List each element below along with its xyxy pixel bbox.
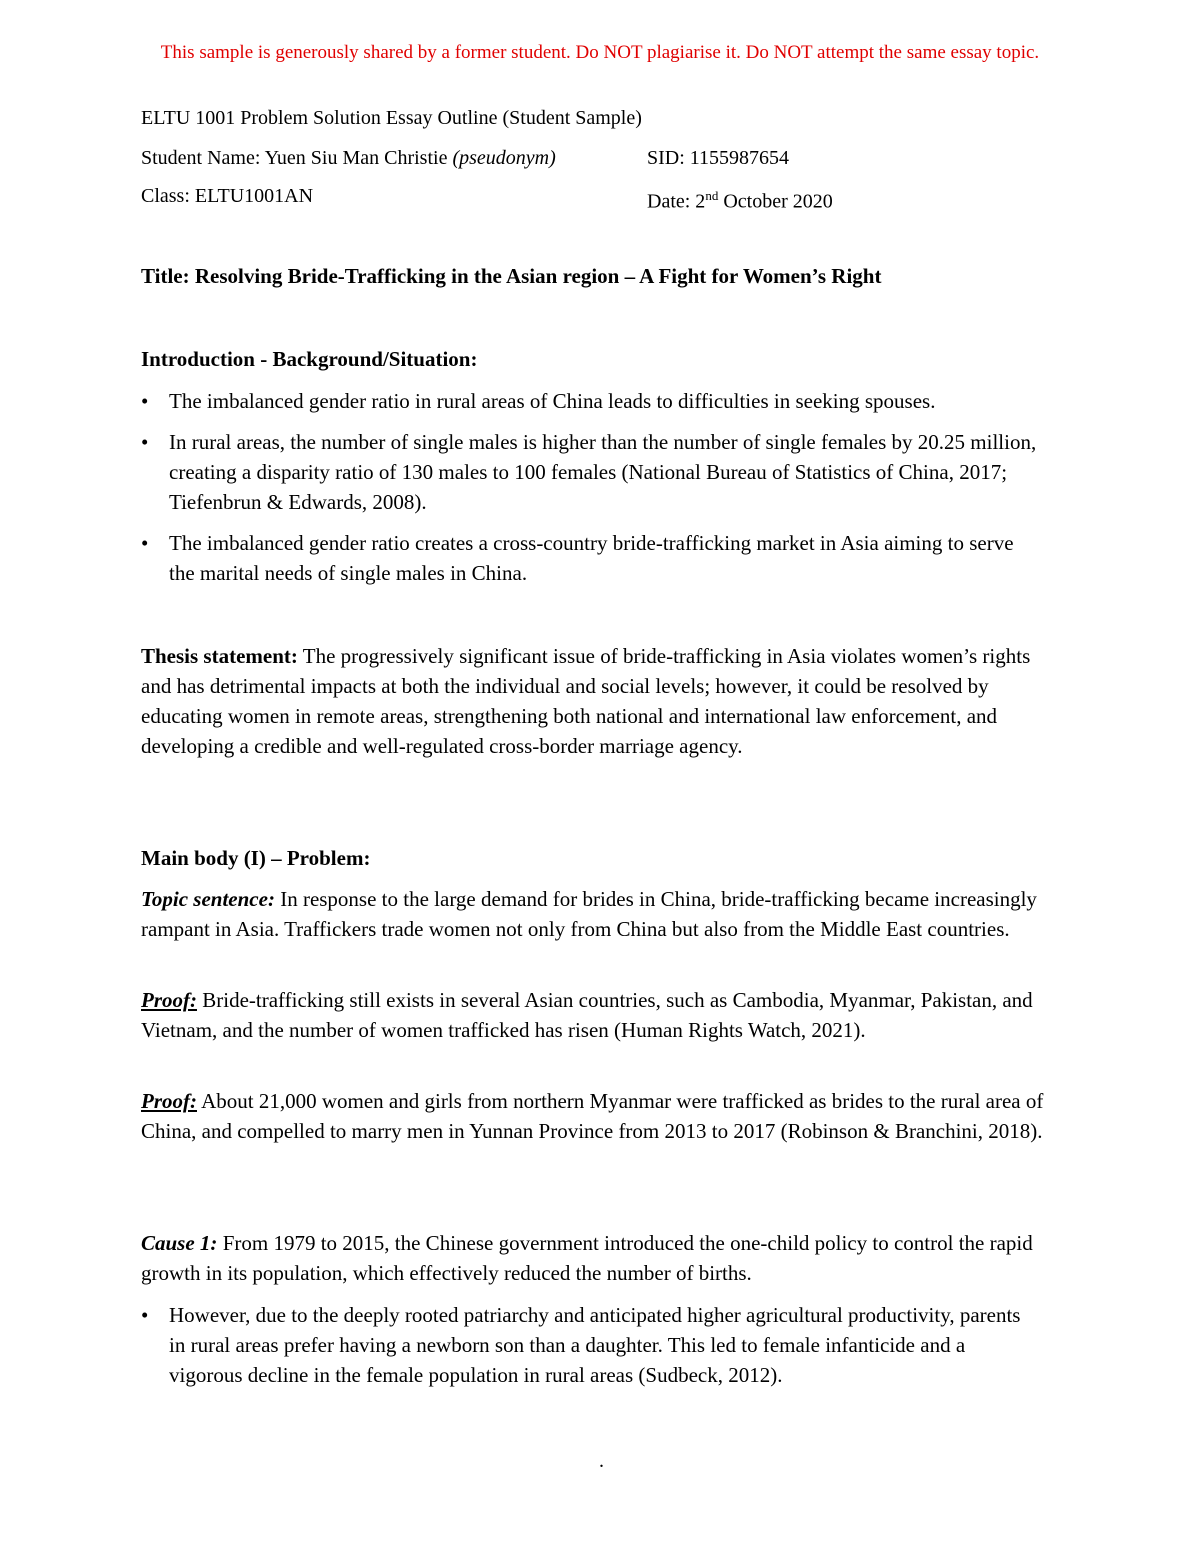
- bullet-icon: •: [141, 430, 149, 454]
- student-id: SID: 1155987654: [647, 147, 790, 169]
- cause-label: Cause 1:: [141, 1231, 218, 1255]
- list-item: [141, 1300, 1041, 1390]
- plagiarism-notice: This sample is generously shared by a former student. Do NOT plagiarise it. Do NOT attempt the same essay topic.: [160, 42, 1040, 63]
- date-ordinal: nd: [705, 188, 719, 203]
- class-code: Class: ELTU1001AN: [141, 185, 314, 207]
- course-title: [141, 105, 642, 131]
- student-info-row: [141, 145, 790, 171]
- list-item-text: The imbalanced gender ratio in rural areas of China leads to difficulties in seeking spouses.: [169, 389, 936, 413]
- proof-1: [141, 985, 1046, 1045]
- pseudonym-note: (pseudonym): [452, 147, 556, 169]
- list-item-text: However, due to the deeply rooted patriarchy and anticipated higher agricultural productivity, parents in rural areas prefer having a newborn son than a daughter. This led to female infanticide and a vigorous decline in the female population in rural areas (Sudbeck, 2012).: [169, 1303, 1021, 1387]
- introduction-bullets: [141, 386, 1041, 599]
- proof-label: Proof:: [141, 988, 197, 1012]
- class-date-row: [141, 183, 833, 213]
- topic-sentence-label: Topic sentence:: [141, 887, 275, 911]
- list-item: [141, 427, 1041, 517]
- proof-label: Proof:: [141, 1089, 197, 1113]
- date: [647, 183, 833, 215]
- list-item: [141, 528, 1041, 588]
- thesis-statement: [141, 641, 1046, 761]
- cause-text: From 1979 to 2015, the Chinese government introduced the one-child policy to control the rapid growth in its population, which effectively reduced the number of births.: [141, 1231, 1033, 1285]
- essay-title: Title: Resolving Bride-Trafficking in the Asian region – A Fight for Women’s Right: [141, 264, 882, 288]
- bullet-icon: •: [141, 531, 149, 555]
- proof-2: [141, 1086, 1046, 1146]
- topic-sentence-text: In response to the large demand for brides in China, bride-trafficking became increasingly rampant in Asia. Traffickers trade women not only from China but also from the Middle East countries.: [141, 887, 1037, 941]
- proof-text: Bride-trafficking still exists in several Asian countries, such as Cambodia, Myanmar, Pakistan, and Vietnam, and the number of women trafficked has risen (Human Rights Watch, 2021).: [141, 988, 1033, 1042]
- proof-text: About 21,000 women and girls from northern Myanmar were trafficked as brides to the rural area of China, and compelled to marry men in Yunnan Province from 2013 to 2017 (Robinson & Branchini, 2018).: [141, 1089, 1044, 1143]
- introduction-heading: Introduction - Background/Situation:: [141, 347, 478, 371]
- course-title-text: ELTU 1001 Problem Solution Essay Outline (Student Sample): [141, 107, 642, 129]
- main-body-heading: Main body (I) – Problem:: [141, 846, 371, 870]
- list-item: [141, 386, 1041, 416]
- page-marker: .: [599, 1450, 604, 1472]
- thesis-label: Thesis statement:: [141, 644, 298, 668]
- date-prefix: Date: 2: [647, 190, 706, 213]
- thesis-text: The progressively significant issue of bride-trafficking in Asia violates women’s rights and has detrimental impacts at both the individual and social levels; however, it could be resolved by educating women in remote areas, strengthening both national and international law enforcement, and developing a credible and well-regulated cross-border marriage agency.: [141, 644, 1031, 758]
- list-item-text: The imbalanced gender ratio creates a cross-country bride-trafficking market in Asia aiming to serve the marital needs of single males in China.: [169, 531, 1014, 585]
- student-name: Student Name: Yuen Siu Man Christie: [141, 147, 453, 169]
- cause-1: [141, 1228, 1046, 1288]
- cause-bullets: [141, 1300, 1041, 1401]
- bullet-icon: •: [141, 1303, 149, 1327]
- list-item-text: In rural areas, the number of single males is higher than the number of single females by 20.25 million, creating a disparity ratio of 130 males to 100 females (National Bureau of Statistics of China, 2017; Tiefenbrun & Edwards, 2008).: [169, 430, 1037, 514]
- date-suffix: October 2020: [718, 190, 833, 213]
- topic-sentence: [141, 884, 1046, 944]
- bullet-icon: •: [141, 389, 149, 413]
